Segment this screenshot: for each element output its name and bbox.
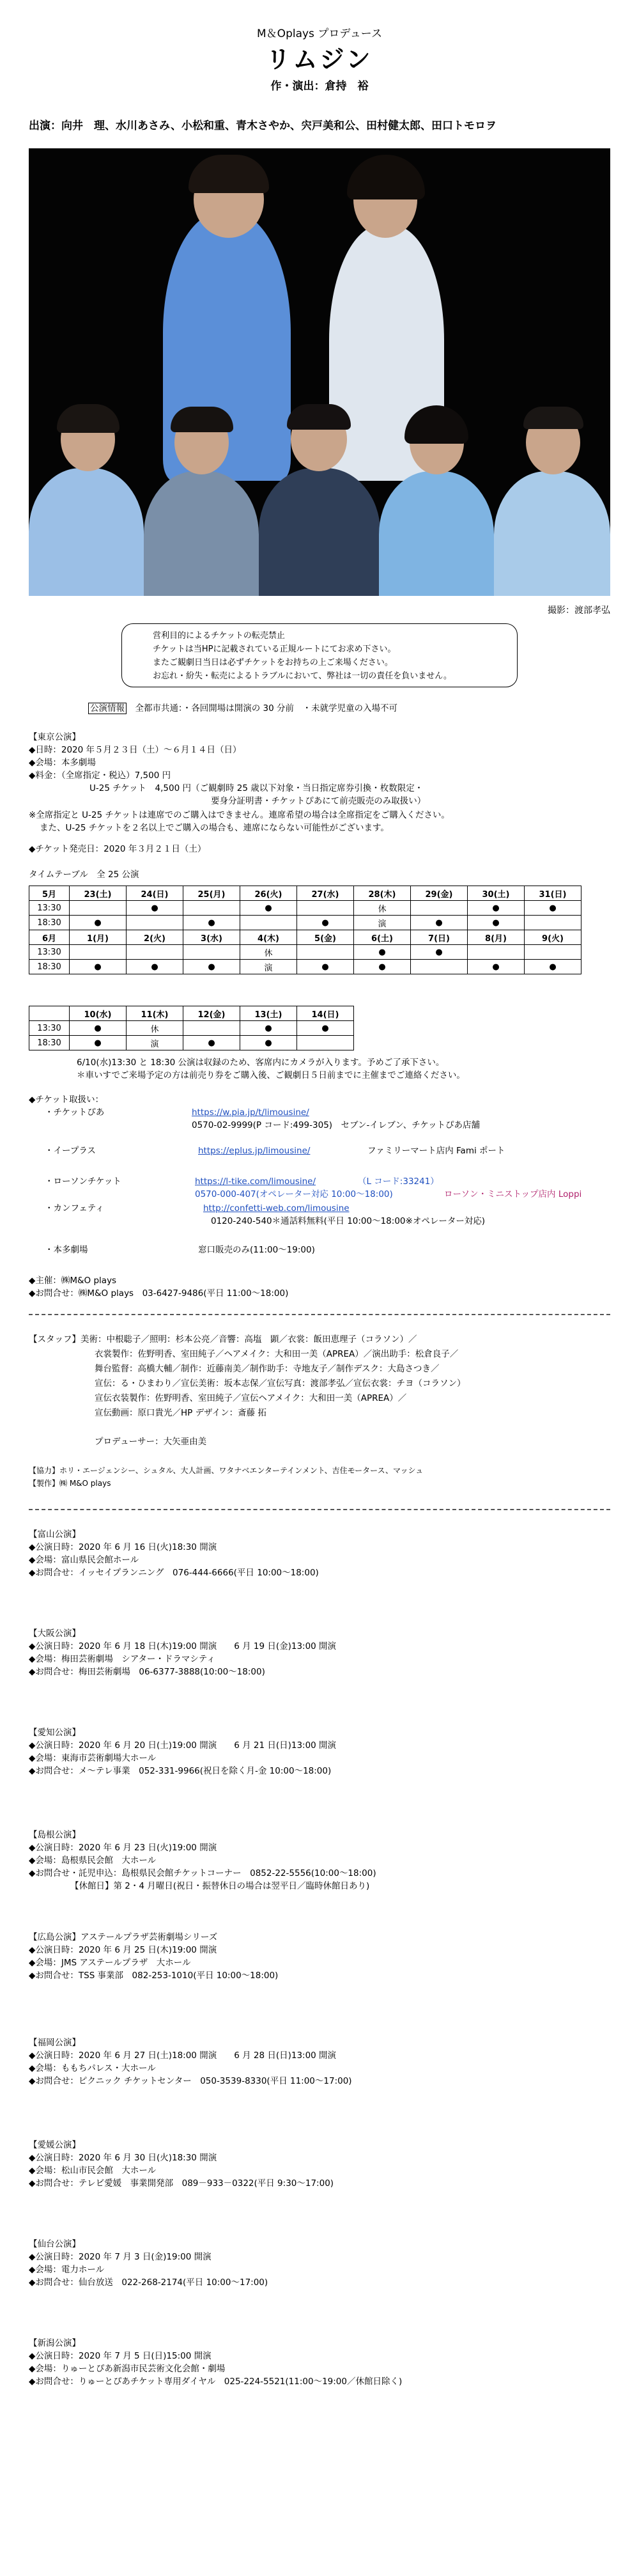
schedule-cell — [70, 945, 127, 960]
schedule-cell — [468, 945, 525, 960]
schedule-cell — [411, 901, 468, 916]
info-tag: 公演情報 — [88, 703, 127, 714]
schedule-cell: 10(水) — [70, 1006, 127, 1021]
schedule-cell: 7(日) — [411, 930, 468, 945]
schedule-cell: 休 — [127, 1021, 183, 1036]
schedule-row-label: 6月 — [29, 930, 70, 945]
region-detail: ◆公演日時：2020 年 6 月 27 日(土)18:00 開演 6 月 28 日(日)13:00 開演 — [29, 2050, 337, 2061]
tickets-heading: ◆チケット取扱い： — [29, 1095, 104, 1105]
schedule-row-label: 13:30 — [29, 945, 70, 960]
divider — [29, 1509, 610, 1510]
vendor-eplus: ・イープラス — [45, 1146, 96, 1156]
schedule-cell: 29(金) — [411, 886, 468, 901]
schedule-cell: ● — [183, 960, 240, 974]
region-detail: ◆公演日時：2020 年 7 月 3 日(金)19:00 開演 — [29, 2252, 212, 2262]
eplus-link[interactable]: https://eplus.jp/limousine/ — [198, 1146, 311, 1156]
schedule-cell — [183, 901, 240, 916]
schedule-row — [29, 960, 581, 974]
schedule-cell: 25(月) — [183, 886, 240, 901]
region-detail: ◆お問合せ：テレビ愛媛 事業開発部 089－933－0322(平日 9:30～17:00) — [29, 2178, 334, 2189]
region-detail: ◆お問合せ：メ～テレ事業 052-331-9966(祝日を除く月-金 10:00～18:00) — [29, 1766, 332, 1776]
cast-figure — [29, 468, 144, 596]
schedule-cell: 14(日) — [297, 1006, 354, 1021]
cast-figure — [144, 471, 259, 596]
sponsor: ◆主催：㈱M&O plays — [29, 1276, 117, 1286]
schedule-cell: 5(金) — [297, 930, 354, 945]
schedule-cell: 6(土) — [354, 930, 411, 945]
lawson-link[interactable]: https://l-tike.com/limousine/ — [195, 1176, 316, 1187]
schedule-cell: ● — [525, 901, 581, 916]
schedule-row-label: 13:30 — [29, 901, 70, 916]
region-detail: ◆会場：JMS アステールプラザ 大ホール — [29, 1958, 191, 1968]
schedule-row-label: 5月 — [29, 886, 70, 901]
schedule-cell: ● — [183, 1036, 240, 1050]
region-detail: ◆お問合せ：イッセイプランニング 076-444-6666(平日 10:00～18:00) — [29, 1568, 319, 1578]
region-detail: ◆お問合せ：仙台放送 022-268-2174(平日 10:00～17:00) — [29, 2277, 268, 2288]
region-detail: ◆公演日時：2020 年 6 月 30 日(火)18:30 開演 — [29, 2153, 217, 2163]
schedule-note: 6/10(水)13:30 と 18:30 公演は収録のため、客席内にカメラが入ります。予めご了承下さい。 — [77, 1058, 445, 1068]
lawson-phone: 0570-000-407(オペレーター対応 10:00～18:00) — [195, 1189, 393, 1199]
schedule-cell: ● — [297, 1021, 354, 1036]
page-title: リムジン — [266, 45, 373, 74]
schedule-row — [29, 886, 581, 901]
region-detail: ◆会場：りゅーとぴあ新潟市民芸術文化会館・劇場 — [29, 2364, 226, 2374]
tokyo-venue: ◆会場：本多劇場 — [29, 758, 96, 768]
region-detail: 【休館日】第 2・4 月曜日(祝日・振替休日の場合は翌平日／臨時休館日あり) — [70, 1881, 370, 1891]
schedule-cell: ● — [525, 960, 581, 974]
vendor-honda: ・本多劇場 — [45, 1245, 88, 1255]
schedule-cell — [70, 901, 127, 916]
presenter: M＆Oplays プロデュース — [257, 27, 382, 40]
schedule-cell: 23(土) — [70, 886, 127, 901]
region-detail: ◆公演日時：2020 年 6 月 18 日(木)19:00 開演 6 月 19 日(金)13:00 開演 — [29, 1641, 337, 1651]
schedule-cell: ● — [70, 960, 127, 974]
schedule-cell: ● — [468, 916, 525, 930]
wheelchair-note: ＊車いすでご来場予定の方は前売り券をご購入後、ご観劇日５日前までに主催までご連絡ください。 — [77, 1070, 465, 1081]
region-detail: ◆公演日時：2020 年 6 月 25 日(木)19:00 開演 — [29, 1945, 217, 1955]
staff-line: 衣裳製作：佐野明香、室田純子／ヘアメイク：大和田一美（APREA）／演出助手：松倉良子／ — [95, 1349, 459, 1359]
schedule-row-label: 13:30 — [29, 1021, 70, 1036]
schedule-cell: ● — [127, 901, 183, 916]
resale-notice — [121, 623, 518, 687]
schedule-cell: ● — [297, 916, 354, 930]
region-detail: ◆お問合せ：ピクニック チケットセンター 050-3539-8330(平日 11:00～17:00) — [29, 2076, 352, 2086]
confetti-details: 0120-240-540＊通話料無料(平日 10:00～18:00※オペレーター対応) — [211, 1216, 486, 1226]
schedule-table-june-2 — [29, 1006, 354, 1050]
region-detail: ◆公演日時：2020 年 7 月 5 日(日)15:00 開演 — [29, 2351, 212, 2361]
schedule-cell: 11(木) — [127, 1006, 183, 1021]
region-detail: ◆会場：梅田芸術劇場 シアター・ドラマシティ — [29, 1654, 215, 1664]
schedule-cell: ● — [411, 945, 468, 960]
region-detail: ◆公演日時：2020 年 6 月 16 日(火)18:30 開演 — [29, 1542, 217, 1552]
schedule-cell: 31(日) — [525, 886, 581, 901]
schedule-cell: ● — [240, 1036, 297, 1050]
region-detail: ◆公演日時：2020 年 6 月 20 日(土)19:00 開演 6 月 21 日(日)13:00 開演 — [29, 1740, 337, 1751]
schedule-cell: ● — [468, 901, 525, 916]
region-heading: 【仙台公演】 — [29, 2239, 81, 2249]
pia-link[interactable]: https://w.pia.jp/t/limousine/ — [192, 1107, 309, 1118]
notice-line: チケットは当HPに記載されている正規ルートにてお求め下さい。 — [153, 644, 396, 654]
region-heading: 【愛媛公演】 — [29, 2140, 81, 2150]
schedule-cell — [297, 945, 354, 960]
region-detail: ◆会場：ももちパレス・大ホール — [29, 2063, 156, 2073]
schedule-row-label: 18:30 — [29, 960, 70, 974]
notice-line: 営利目的によるチケットの転売禁止 — [153, 631, 285, 641]
pia-details: 0570-02-9999(P コード:499-305) セブン-イレブン、チケットぴあ店舗 — [192, 1120, 481, 1130]
divider — [29, 1314, 610, 1315]
cast-figure — [494, 471, 610, 596]
schedule-cell — [525, 945, 581, 960]
staff-line: 【スタッフ】美術：中根聡子／照明：杉本公亮／音響：高塩 顕／衣裳：飯田恵理子（コラソン）／ — [29, 1334, 417, 1345]
region-detail: ◆会場：富山県民会館ホール — [29, 1555, 139, 1565]
schedule-cell — [183, 1021, 240, 1036]
schedule-row-label — [29, 1006, 70, 1021]
schedule-cell: 演 — [240, 960, 297, 974]
info-common: 全都市共通：・各回開場は開演の 30 分前 ・未就学児童の入場不可 — [135, 703, 398, 714]
schedule-row — [29, 901, 581, 916]
cast-photo — [29, 148, 610, 596]
region-detail: ◆お問合せ：TSS 事業部 082-253-1010(平日 10:00～18:00) — [29, 1971, 279, 1981]
contact: ◆お問合せ：㈱M&O plays 03-6427-9486(平日 11:00～18:00) — [29, 1288, 289, 1299]
schedule-cell: 3(水) — [183, 930, 240, 945]
cooperation: 【協力】ホリ・エージェンシー、シュタル、大人計画、ワタナベエンターテインメント、吉住モータース、マッシュ — [29, 1466, 424, 1475]
schedule-cell: 28(木) — [354, 886, 411, 901]
photo-credit: 撮影：渡部孝弘 — [548, 605, 610, 616]
schedule-cell: 休 — [354, 901, 411, 916]
schedule-cell: 4(木) — [240, 930, 297, 945]
cast-list: 出演：向井 理、水川あさみ、小松和重、青木さやか、宍戸美和公、田村健太郎、田口トモロヲ — [29, 120, 497, 132]
schedule-row-label: 18:30 — [29, 916, 70, 930]
production: 【製作】㈱ M&O plays — [29, 1479, 111, 1488]
schedule-cell — [127, 945, 183, 960]
schedule-row — [29, 1036, 354, 1050]
schedule-table-may-june — [29, 886, 581, 974]
schedule-cell: 2(火) — [127, 930, 183, 945]
schedule-cell — [411, 960, 468, 974]
schedule-cell: ● — [127, 960, 183, 974]
schedule-cell: 演 — [354, 916, 411, 930]
cast-figure — [259, 468, 380, 596]
schedule-cell: ● — [70, 916, 127, 930]
schedule-cell — [183, 945, 240, 960]
schedule-cell: ● — [183, 916, 240, 930]
region-heading: 【広島公演】アステールプラザ芸術劇場シリーズ — [29, 1932, 218, 1942]
schedule-cell: 休 — [240, 945, 297, 960]
tokyo-price-u25: U-25 チケット 4,500 円（ご観劇時 25 歳以下対象・当日指定席券引換・枚数限定・ — [89, 783, 424, 793]
schedule-row — [29, 1021, 354, 1036]
schedule-cell — [297, 901, 354, 916]
schedule-row — [29, 1006, 354, 1021]
region-detail: ◆公演日時：2020 年 6 月 23 日(火)19:00 開演 — [29, 1843, 217, 1853]
staff-line: 舞台監督：高橋大輔／制作：近藤南美／制作助手：寺地友子／制作デスク：大島さつき／ — [95, 1364, 440, 1374]
region-heading: 【新潟公演】 — [29, 2338, 81, 2348]
schedule-cell: 12(金) — [183, 1006, 240, 1021]
vendor-lawson: ・ローソンチケット — [45, 1176, 121, 1187]
cast-figure — [379, 471, 494, 596]
schedule-cell: ● — [354, 945, 411, 960]
region-heading: 【福岡公演】 — [29, 2038, 81, 2048]
schedule-cell: 13(土) — [240, 1006, 297, 1021]
schedule-row — [29, 945, 581, 960]
schedule-cell — [240, 916, 297, 930]
schedule-cell: 8(月) — [468, 930, 525, 945]
region-detail: ◆会場：東海市芸術劇場大ホール — [29, 1753, 157, 1763]
schedule-cell: ● — [411, 916, 468, 930]
schedule-cell: ● — [240, 1021, 297, 1036]
schedule-cell: ● — [468, 960, 525, 974]
schedule-cell: 30(土) — [468, 886, 525, 901]
tokyo-dates: ◆日時：2020 年５月２３日（土）～６月１４日（日） — [29, 745, 242, 755]
schedule-row-label: 18:30 — [29, 1036, 70, 1050]
tokyo-heading: 【東京公演】 — [29, 732, 81, 742]
notice-line: お忘れ・紛失・転売によるトラブルにおいて、弊社は一切の責任を負いません。 — [153, 671, 452, 681]
timetable-label: タイムテーブル 全 25 公演 — [29, 870, 139, 880]
lawson-stores: ローソン・ミニストップ店内 Loppi — [444, 1189, 582, 1199]
schedule-cell — [525, 916, 581, 930]
staff-line: 宣伝動画：原口貴光／HP デザイン：斎藤 拓 — [95, 1408, 266, 1418]
staff-line: 宣伝衣装製作：佐野明香、室田純子／宣伝ヘアメイク：大和田一美（APREA）／ — [95, 1393, 407, 1403]
schedule-cell — [297, 1036, 354, 1050]
schedule-cell: ● — [240, 901, 297, 916]
vendor-pia: ・チケットぴあ — [45, 1107, 105, 1118]
region-heading: 【富山公演】 — [29, 1529, 81, 1540]
region-heading: 【島根公演】 — [29, 1830, 81, 1840]
region-detail: ◆お問合せ：梅田芸術劇場 06-6377-3888(10:00～18:00) — [29, 1667, 265, 1677]
region-detail: ◆お問合せ・託児申込：島根県民会館チケットコーナー 0852-22-5556(10:00～18:00) — [29, 1868, 376, 1878]
vendor-confetti: ・カンフェティ — [45, 1203, 104, 1214]
tokyo-price-note: 要身分証明書・チケットぴあにて前売販売のみ取扱い） — [211, 796, 426, 806]
region-heading: 【愛知公演】 — [29, 1728, 81, 1738]
producer: プロデューサー：大矢亜由美 — [95, 1437, 207, 1447]
lawson-code: （L コード:33241） — [358, 1176, 439, 1187]
schedule-cell: 9(火) — [525, 930, 581, 945]
region-heading: 【大阪公演】 — [29, 1628, 81, 1639]
schedule-cell: ● — [70, 1021, 127, 1036]
direction-credit: 作・演出：倉持 裕 — [270, 80, 369, 93]
tokyo-seat-note-2: また、U-25 チケットを２名以上でご購入の場合も、連席にならない可能性がございます。 — [40, 823, 389, 833]
eplus-details: ファミリーマート店内 Fami ポート — [367, 1146, 505, 1156]
region-detail: ◆会場：松山市民会館 大ホール — [29, 2166, 157, 2176]
confetti-link[interactable]: http://confetti-web.com/limousine — [203, 1203, 350, 1214]
schedule-cell: ● — [354, 960, 411, 974]
notice-line: またご観劇日当日は必ずチケットをお持ちの上ご来場ください。 — [153, 658, 393, 667]
schedule-cell: 27(水) — [297, 886, 354, 901]
honda-details: 窓口販売のみ(11:00～19:00) — [198, 1245, 315, 1255]
schedule-cell: 演 — [127, 1036, 183, 1050]
tokyo-price: ◆料金：（全席指定・税込）7,500 円 — [29, 770, 171, 781]
region-detail: ◆会場：電力ホール — [29, 2265, 105, 2275]
schedule-cell — [127, 916, 183, 930]
info-row — [88, 702, 397, 715]
region-detail: ◆お問合せ：りゅーとぴあチケット専用ダイヤル 025-224-5521(11:00～19:00／休館日除く) — [29, 2377, 403, 2387]
schedule-row — [29, 930, 581, 945]
schedule-cell: ● — [70, 1036, 127, 1050]
schedule-cell: 24(日) — [127, 886, 183, 901]
region-detail: ◆会場：島根県民会館 大ホール — [29, 1855, 157, 1866]
schedule-cell: ● — [297, 960, 354, 974]
tokyo-seat-note: ※全席指定と U-25 チケットは連席でのご購入はできません。連席希望の場合は全席指定をご購入ください。 — [29, 810, 450, 820]
ticket-release: ◆チケット発売日：2020 年３月２１日（土） — [29, 844, 206, 854]
staff-line: 宣伝：る・ひまわり／宣伝美術：坂本志保／宣伝写真：渡部孝弘／宣伝衣裳：チヨ（コラソン） — [95, 1378, 466, 1389]
schedule-row — [29, 916, 581, 930]
schedule-cell: 1(月) — [70, 930, 127, 945]
schedule-cell: 26(火) — [240, 886, 297, 901]
